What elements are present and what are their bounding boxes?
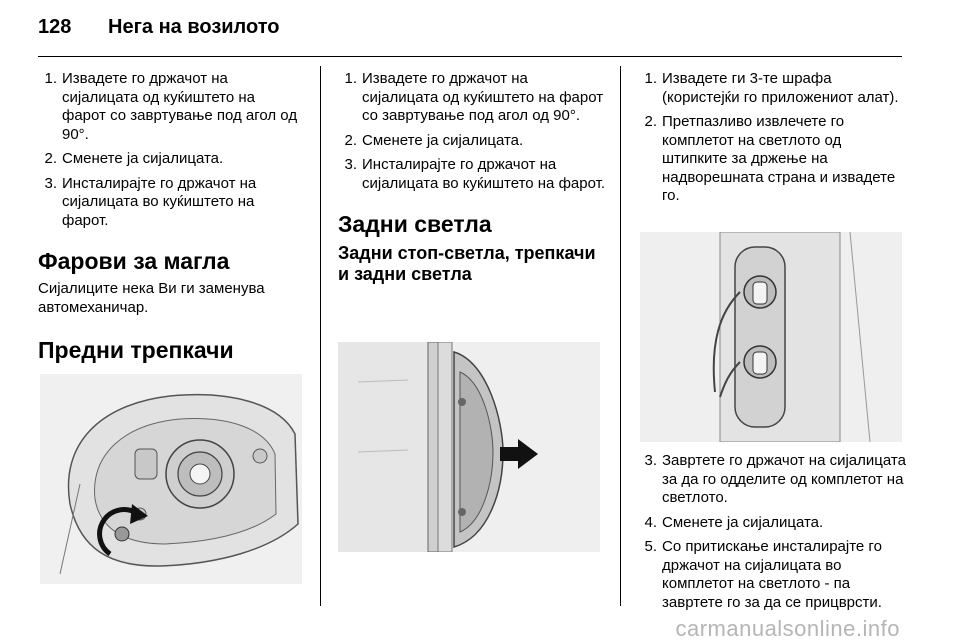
- bulb-holder-illustration: [640, 232, 902, 442]
- step-text: Сменете ја сијалицата.: [362, 131, 524, 149]
- step-number: 4.: [644, 513, 657, 531]
- list-item: [638, 452, 906, 508]
- rear-light-drawing: [338, 342, 600, 552]
- list-item: [638, 113, 906, 206]
- headlight-drawing: [40, 374, 302, 584]
- step-number: 5.: [644, 538, 657, 555]
- column-3: [638, 70, 906, 212]
- step-number: 3.: [344, 156, 357, 173]
- step-text: Извадете го држачот на сијалицата од куќиштето на фарот со завртување под агол од 90°.: [362, 70, 604, 124]
- rear-lights-subheading: Задни стоп-светла, трепкачи и задни светла: [338, 243, 596, 284]
- list-item: [638, 538, 906, 612]
- step-text: Инсталирајте го држачот на сијалицата во куќиштето на фарот.: [362, 156, 605, 192]
- front-indicators-heading: Предни трепкачи: [38, 337, 234, 363]
- column-1: [38, 70, 302, 369]
- column-2: [338, 70, 606, 291]
- step-text: Извадете ги 3-те шрафа (користејќи го приложениот алат).: [662, 70, 899, 106]
- step-number: 2.: [644, 113, 657, 130]
- fog-light-steps: [338, 70, 606, 193]
- rear-lights-heading: Задни светла: [338, 211, 492, 237]
- list-item: [638, 70, 906, 107]
- headlight-illustration: [40, 374, 302, 584]
- step-text: Извадете го држачот на сијалицата од куќиштето на фарот со завртување под агол од 90°.: [62, 70, 298, 143]
- step-number: 1.: [344, 70, 357, 87]
- page-number: 128: [38, 16, 72, 38]
- list-item: [38, 70, 302, 144]
- step-number: 1.: [644, 70, 657, 87]
- column-divider-1: [320, 66, 321, 606]
- step-text: Со притискање инсталирајте го држачот на сијалицата во комплетот на светлото - па завртете го за да се прицврсти.: [662, 538, 882, 611]
- step-number: 2.: [44, 150, 57, 167]
- list-item: [638, 514, 906, 533]
- list-item: [38, 150, 302, 169]
- header-rule: [38, 56, 902, 57]
- step-text: Претпазливо извлечете го комплетот на светлото од штипките за држење на надворешната страна и извадете го.: [662, 113, 896, 204]
- step-text: Сменете ја сијалицата.: [662, 513, 824, 531]
- headlight-steps: [38, 70, 302, 230]
- step-number: 1.: [44, 70, 57, 87]
- step-number: 2.: [344, 131, 357, 149]
- rear-light-illustration: [338, 342, 600, 552]
- fog-lights-text: Сијалиците нека Ви ги заменува автомеханичар.: [38, 280, 265, 316]
- list-item: [338, 132, 606, 151]
- list-item: [38, 175, 302, 231]
- step-number: 3.: [44, 174, 57, 192]
- page-title: Нега на возилото: [108, 16, 280, 38]
- bulb-holder-drawing: [640, 232, 902, 442]
- watermark: carmanualsonline.info: [675, 616, 900, 641]
- rear-light-steps-a: [638, 70, 906, 206]
- list-item: [338, 156, 606, 193]
- step-text: Сменете ја сијалицата.: [62, 150, 224, 167]
- list-item: [338, 70, 606, 126]
- fog-lights-heading: Фарови за магла: [38, 248, 230, 274]
- page-header: [38, 16, 279, 46]
- step-number: 3.: [644, 452, 657, 469]
- step-text: Инсталирајте го држачот на сијалицата во куќиштето на фарот.: [62, 174, 257, 229]
- column-divider-2: [620, 66, 621, 606]
- column-3-continued: [638, 452, 906, 618]
- rear-light-steps-b: [638, 452, 906, 612]
- step-text: Завртете го држачот на сијалицата за да го одделите од комплетот на светлото.: [662, 452, 906, 506]
